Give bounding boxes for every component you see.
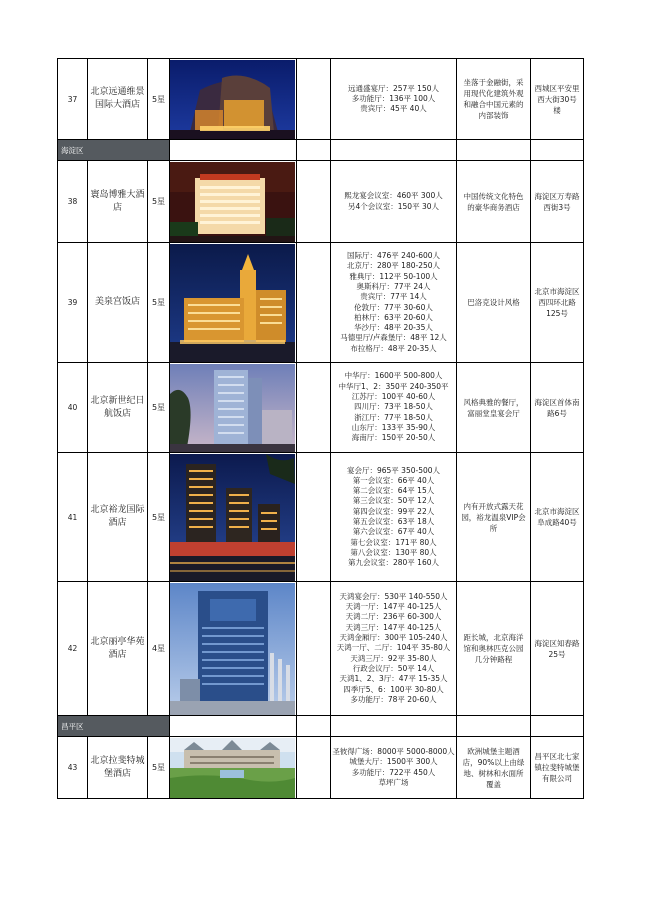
hotel-photo-cell: [170, 243, 297, 363]
hall-line: 第八会议室：130平 80人: [350, 547, 437, 557]
hall-line: 江苏厅：100平 40-60人: [351, 392, 436, 402]
hall-line: 圣彼得广场：8000平 5000-8000人: [332, 746, 455, 756]
empty-cell: [531, 140, 584, 161]
star-rating: 5星: [148, 453, 170, 582]
hall-line: 柏林厅：63平 20-60人: [354, 312, 433, 322]
empty-cell: [457, 716, 531, 737]
hall-line: 天鸿金厢厅：300平 105-240人: [339, 633, 448, 643]
empty-cell: [297, 737, 331, 799]
table-row: [58, 363, 584, 453]
hall-line: 贵宾厅：45平 40人: [360, 104, 427, 114]
hotel-photo-cell: [170, 737, 297, 799]
district-label: 昌平区: [58, 716, 170, 737]
hall-line: 布拉格厅：48平 20-35人: [350, 343, 437, 353]
table-row: [58, 161, 584, 243]
hotel-photo: [170, 60, 295, 139]
hotel-feature: 中国传统文化特色的豪华商务酒店: [457, 161, 531, 243]
row-number: 37: [58, 59, 88, 140]
hall-line: 远通盛宴厅：257平 150人: [347, 83, 439, 93]
hotel-name: 北京拉斐特城堡酒店: [88, 737, 148, 799]
hall-line: 宴会厅：965平 350-500人: [346, 465, 441, 475]
star-rating: 5星: [148, 59, 170, 140]
star-rating: 5星: [148, 243, 170, 363]
hotel-photo: [170, 162, 295, 242]
hotel-address: 西城区平安里西大街30号楼: [531, 59, 584, 140]
hotel-name: 美泉宫饭店: [88, 243, 148, 363]
hall-line: 熙龙宴会议室：460平 300人: [344, 191, 443, 201]
empty-cell: [297, 363, 331, 453]
hall-line: 第一会议室：66平 40人: [352, 475, 435, 485]
star-rating: 5星: [148, 161, 170, 243]
star-rating: 5星: [148, 363, 170, 453]
hall-line: 山东厅：133平 35-90人: [351, 422, 436, 432]
hotel-name: 北京远通维景国际大酒店: [88, 59, 148, 140]
hall-line: 行政会议厅：50平 14人: [352, 663, 435, 673]
empty-cell: [297, 140, 331, 161]
row-number: 41: [58, 453, 88, 582]
hotel-photo: [170, 583, 295, 715]
hotel-address: 海淀区首体南路6号: [531, 363, 584, 453]
hall-line: 城堡大厅：1500平 300人: [349, 757, 438, 767]
hotel-photo: [170, 454, 295, 581]
hall-line: 第二会议室：64平 15人: [352, 486, 435, 496]
hall-line: 国际厅：476平 240-600人: [346, 251, 441, 261]
empty-cell: [297, 243, 331, 363]
hall-line: 草坪广场: [378, 777, 409, 787]
hall-line: 第四会议室：99平 22人: [352, 506, 435, 516]
hall-line: 第六会议室：67平 40人: [352, 527, 435, 537]
empty-cell: [331, 716, 457, 737]
hall-line: 第三会议室：50平 12人: [352, 496, 435, 506]
meeting-halls: [331, 582, 457, 716]
hotel-feature: 内有开放式露天花园，裕龙温泉VIP会所: [457, 453, 531, 582]
empty-cell: [457, 140, 531, 161]
empty-cell: [531, 716, 584, 737]
hall-line: 四季厅5、6：100平 30-80人: [343, 684, 444, 694]
hall-line: 天鸿三厅：147平 40-125人: [345, 622, 442, 632]
row-number: 40: [58, 363, 88, 453]
hall-line: 第九会议室：280平 160人: [347, 558, 439, 568]
hall-line: 多功能厅：78平 20-60人: [350, 694, 437, 704]
hotel-feature: 坐落于金融街，采用现代化建筑外观和融合中国元素的内部装饰: [457, 59, 531, 140]
empty-cell: [170, 140, 297, 161]
table-row: [58, 737, 584, 799]
empty-cell: [297, 161, 331, 243]
table-row: [58, 59, 584, 140]
hotel-photo-cell: [170, 453, 297, 582]
hotel-table: [57, 58, 584, 799]
row-number: 43: [58, 737, 88, 799]
meeting-halls: [331, 161, 457, 243]
hall-line: 第五会议室：63平 18人: [352, 517, 435, 526]
hotel-feature: 风格典雅的餐厅，富丽堂皇宴会厅: [457, 363, 531, 453]
hall-line: 华沙厅：48平 20-35人: [354, 323, 433, 333]
row-number: 42: [58, 582, 88, 716]
hotel-name: 北京裕龙国际酒店: [88, 453, 148, 582]
hotel-feature: 距长城，北京海洋馆和奥林匹克公园几分钟路程: [457, 582, 531, 716]
meeting-halls: [331, 737, 457, 799]
hall-line: 第七会议室：171平 80人: [350, 537, 437, 547]
hall-line: 浙江厅：77平 18-50人: [354, 412, 433, 422]
empty-cell: [297, 582, 331, 716]
hotel-photo-cell: [170, 363, 297, 453]
hall-line: 马德里厅/卢森堡厅：48平 12人: [340, 333, 447, 343]
hall-line: 海南厅：150平 20-50人: [351, 433, 436, 443]
meeting-halls: [331, 59, 457, 140]
meeting-halls: [331, 453, 457, 582]
empty-cell: [297, 716, 331, 737]
meeting-halls: [331, 243, 457, 363]
hall-line: 中华厅：1600平 500-800人: [344, 371, 443, 381]
star-rating: 4星: [148, 582, 170, 716]
hall-line: 多功能厅：722平 450人: [351, 767, 436, 777]
table-row: [58, 453, 584, 582]
empty-cell: [170, 716, 297, 737]
hall-line: 另4个会议室：150平 30人: [347, 201, 439, 211]
hall-line: 天鸿1、2、3厅：47平 15-35人: [339, 674, 448, 684]
meeting-halls: [331, 363, 457, 453]
empty-cell: [297, 453, 331, 582]
hotel-photo-cell: [170, 161, 297, 243]
hotel-name: 寰岛博雅大酒店: [88, 161, 148, 243]
district-row: [58, 716, 584, 737]
hall-line: 贵宾厅：77平 14人: [360, 292, 427, 302]
hotel-address: 昌平区北七家镇拉斐特城堡有限公司: [531, 737, 584, 799]
hall-line: 天鸿三厅：92平 35-80人: [350, 653, 437, 663]
hall-line: 中华厅1、2：350平 240-350平: [338, 381, 449, 391]
hotel-address: 海淀区知春路25号: [531, 582, 584, 716]
hotel-photo: [170, 364, 295, 452]
hotel-photo: [170, 244, 295, 362]
row-number: 39: [58, 243, 88, 363]
hall-line: 奥斯科厅：77平 24人: [356, 281, 431, 291]
table-row: [58, 243, 584, 363]
star-rating: 5星: [148, 737, 170, 799]
hotel-address: 北京市海淀区西四环北路125号: [531, 243, 584, 363]
hall-line: 天鸿一厅：147平 40-125人: [345, 602, 442, 612]
hotel-name: 北京丽亭华苑酒店: [88, 582, 148, 716]
hall-line: 天鸿一厅、二厅：104平 35-80人: [336, 643, 451, 653]
district-label: 海淀区: [58, 140, 170, 161]
hall-line: 雅典厅：112平 50-100人: [349, 271, 438, 281]
hall-line: 天鸿宴会厅：530平 140-550人: [339, 591, 448, 601]
hotel-feature: 欧洲城堡主题酒店，90%以上由绿地、树林和水面所覆盖: [457, 737, 531, 799]
hall-line: 多功能厅：136平 100人: [351, 93, 436, 103]
hotel-table-page: [57, 58, 583, 799]
hotel-feature: 巴洛克设计风格: [457, 243, 531, 363]
hotel-photo-cell: [170, 582, 297, 716]
empty-cell: [297, 59, 331, 140]
hotel-name: 北京新世纪日航饭店: [88, 363, 148, 453]
hotel-photo: [170, 738, 295, 798]
hall-line: 天鸿二厅：236平 60-300人: [345, 612, 442, 622]
hotel-address: 海淀区万寿路西街3号: [531, 161, 584, 243]
district-row: [58, 140, 584, 161]
hall-line: 伦敦厅：77平 30-60人: [354, 302, 433, 312]
hall-line: 北京厅：280平 180-250人: [346, 261, 441, 271]
hall-line: 四川厅：73平 18-50人: [354, 402, 433, 412]
empty-cell: [331, 140, 457, 161]
hotel-photo-cell: [170, 59, 297, 140]
table-row: [58, 582, 584, 716]
row-number: 38: [58, 161, 88, 243]
hotel-address: 北京市海淀区阜成路40号: [531, 453, 584, 582]
